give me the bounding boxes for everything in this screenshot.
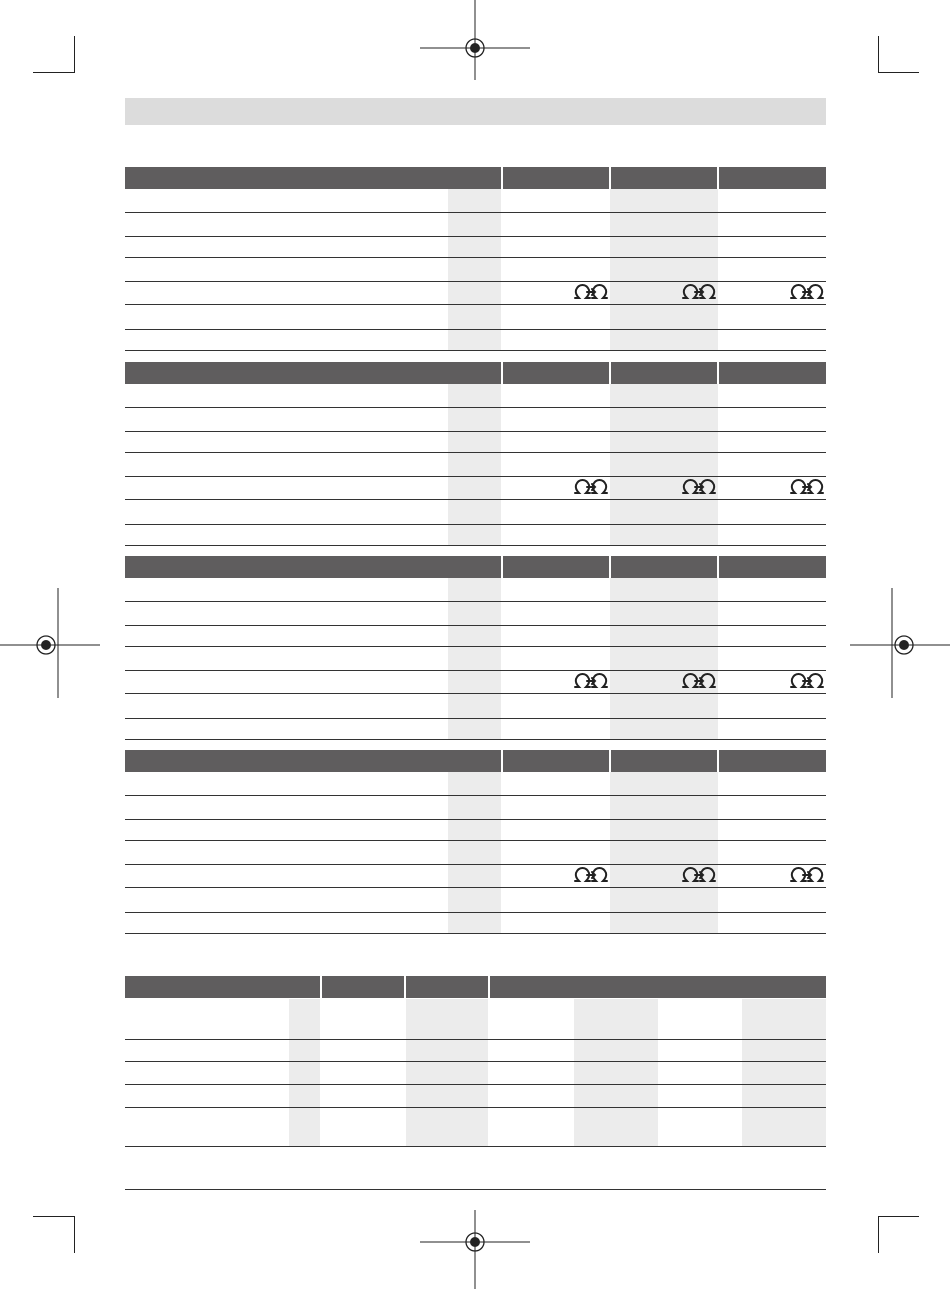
shade-column [742,999,826,1146]
registration-mark-icon [0,588,100,698]
table-header [125,167,501,189]
table-row-divider [125,1084,826,1085]
table-row-divider [125,601,826,602]
table-header [125,750,501,772]
table-row-divider [125,739,826,740]
double-omega-icon [789,284,825,300]
table-row-divider [125,524,826,525]
table-row-divider [125,257,826,258]
double-omega-icon [573,673,609,689]
table-row-divider [125,350,826,351]
shade-column [610,189,718,350]
table-row-divider [125,499,826,500]
double-omega-icon [573,479,609,495]
registration-mark-icon [420,1210,530,1289]
table-row-divider [125,1107,826,1108]
double-omega-icon [573,867,609,883]
table-header [125,976,320,998]
crop-mark [33,72,74,73]
table-header [125,556,501,578]
table-row-divider [125,887,826,888]
table-row-divider [125,1146,826,1147]
shade-column [610,384,718,545]
table-row-divider [125,431,826,432]
table-row-divider [125,545,826,546]
table-row-divider [125,329,826,330]
table-header [719,362,826,384]
double-omega-icon [681,673,717,689]
table-header [719,750,826,772]
table-row-divider [125,795,826,796]
unit-column [448,578,501,739]
double-omega-icon [789,867,825,883]
unit-column [448,384,501,545]
double-omega-icon [789,479,825,495]
table-header [490,976,826,998]
table-row-divider [125,625,826,626]
table-header [322,976,404,998]
table-header [719,167,826,189]
table-row-divider [125,840,826,841]
table-header [611,556,717,578]
table-header [611,167,717,189]
table-row-divider [125,693,826,694]
table-row-divider [125,933,826,934]
unit-column [448,772,501,933]
shade-column [289,999,320,1146]
shade-column [574,999,658,1146]
shade-column [610,772,718,933]
crop-mark [878,72,919,73]
shade-column [406,999,488,1146]
crop-mark [33,1216,74,1217]
table-header [125,362,501,384]
table-row-divider [125,212,826,213]
table-row-divider [125,819,826,820]
registration-mark-icon [420,0,530,80]
table-header [503,556,609,578]
double-omega-icon [681,479,717,495]
table-header [611,362,717,384]
crop-mark [878,36,879,73]
double-omega-icon [573,284,609,300]
table-row-divider [125,646,826,647]
table-row-divider [125,1061,826,1062]
table-row-divider [125,236,826,237]
shade-column [610,578,718,739]
table-header [611,750,717,772]
table-header [503,750,609,772]
table-row-divider [125,452,826,453]
table-header [503,167,609,189]
page-footer-rule [125,1189,826,1190]
table-header [719,556,826,578]
crop-mark [74,36,75,73]
table-row-divider [125,718,826,719]
double-omega-icon [789,673,825,689]
table-header [406,976,488,998]
unit-column [448,189,501,350]
table-row-divider [125,670,826,671]
crop-mark [878,1216,879,1253]
table-row-divider [125,912,826,913]
table-row-divider [125,281,826,282]
crop-mark [74,1216,75,1253]
table-row-divider [125,864,826,865]
table-row-divider [125,407,826,408]
table-row-divider [125,304,826,305]
double-omega-icon [681,284,717,300]
crop-mark [878,1216,919,1217]
double-omega-icon [681,867,717,883]
table-header [503,362,609,384]
page-banner [125,98,826,125]
table-row-divider [125,1039,826,1040]
table-row-divider [125,476,826,477]
registration-mark-icon [850,588,950,698]
